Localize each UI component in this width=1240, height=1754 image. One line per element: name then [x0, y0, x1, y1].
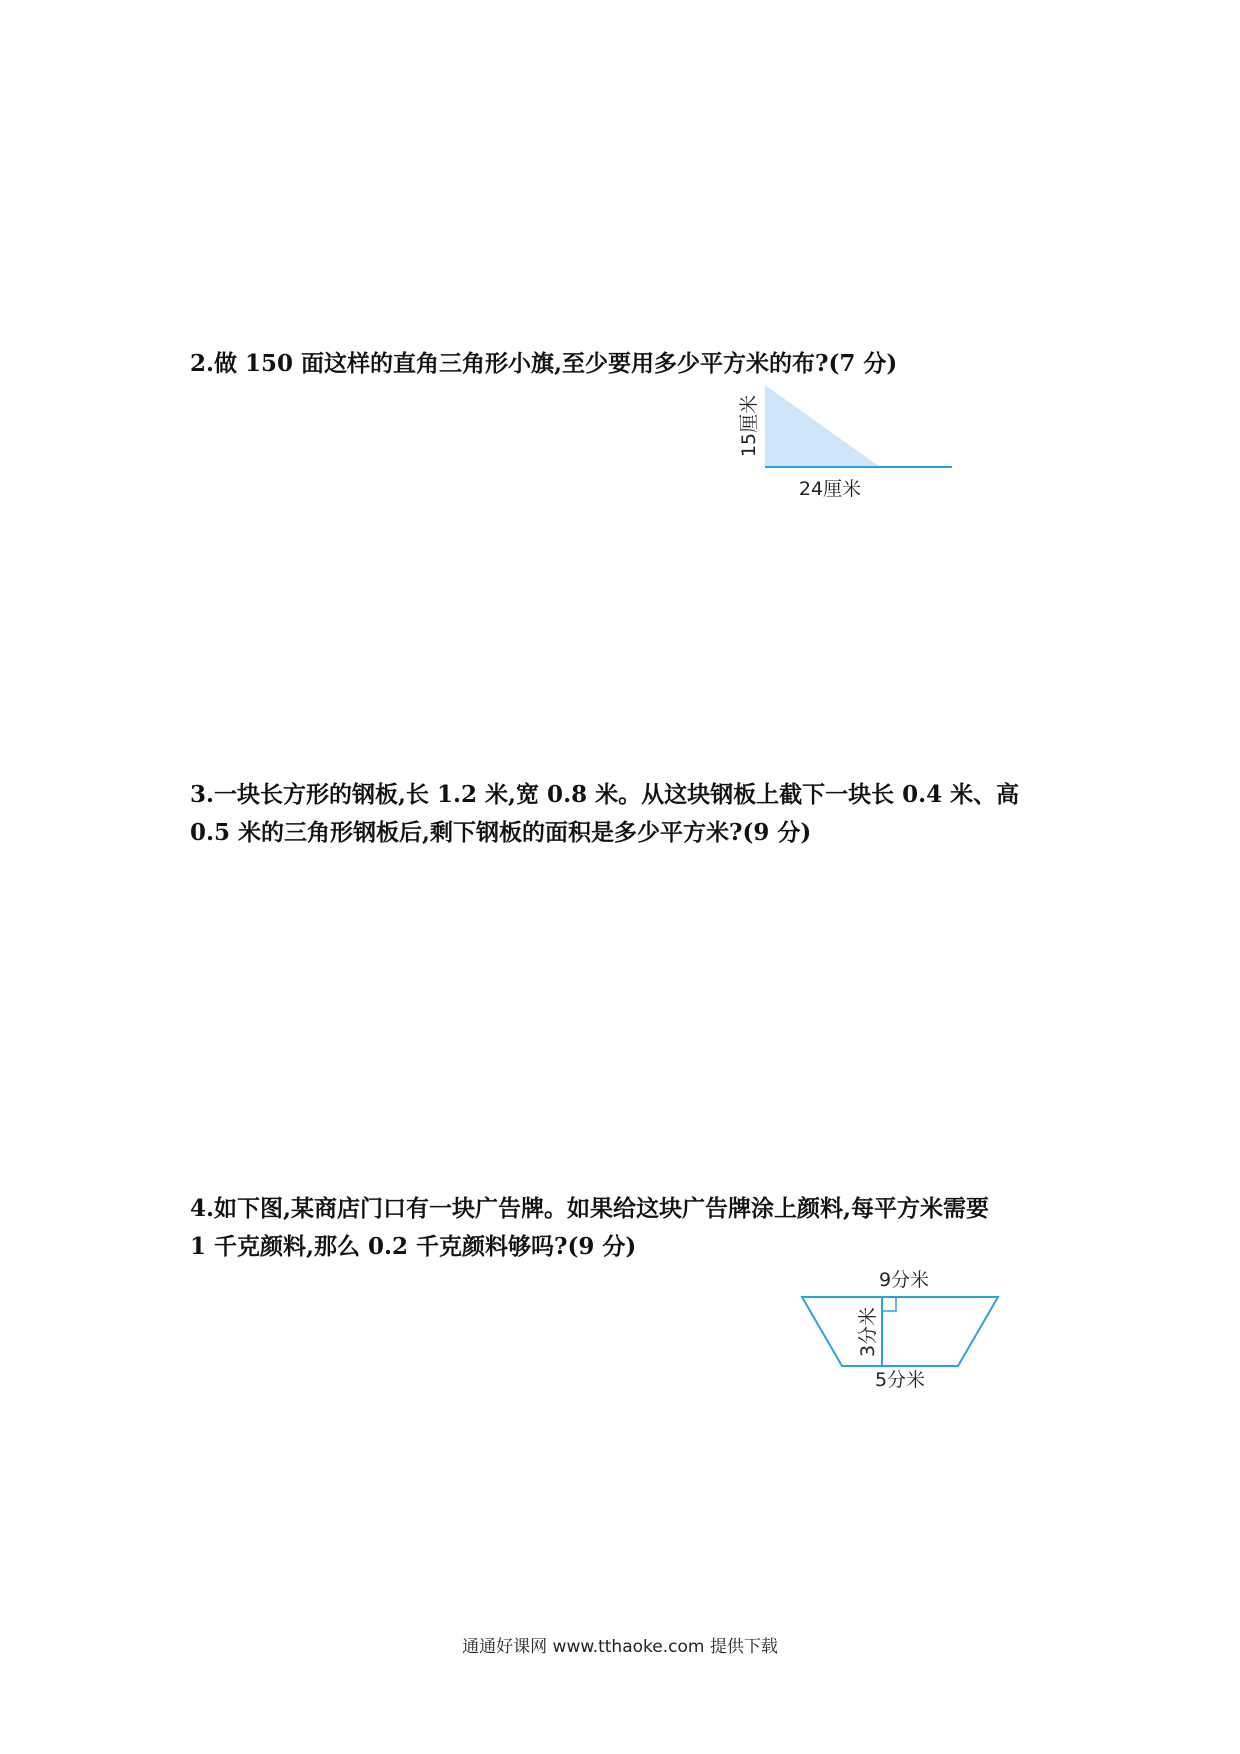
- question-2: 2.做 150 面这样的直角三角形小旗,至少要用多少平方米的布?(7 分): [190, 350, 898, 377]
- triangle-base-label: 24厘米: [798, 478, 862, 500]
- question-3-line-1: 3.一块长方形的钢板,长 1.2 米,宽 0.8 米。从这块钢板上截下一块长 0.4 米、高: [190, 781, 1020, 808]
- trapezoid-bottom-label: 5分米: [874, 1369, 926, 1391]
- triangle-shape: [765, 385, 880, 467]
- question-3: [190, 776, 1070, 852]
- trapezoid-height-label: 3分米: [857, 1306, 879, 1358]
- trapezoid-shape: [802, 1297, 998, 1366]
- right-angle-mark: [882, 1297, 896, 1311]
- trapezoid-figure: [790, 1260, 1010, 1400]
- question-4: [190, 1190, 1070, 1266]
- right-triangle-figure: [730, 380, 960, 500]
- question-4-line-2: 1 千克颜料,那么 0.2 千克颜料够吗?(9 分): [190, 1233, 637, 1260]
- question-3-line-2: 0.5 米的三角形钢板后,剩下钢板的面积是多少平方米?(9 分): [190, 819, 812, 846]
- triangle-height-label: 15厘米: [738, 394, 760, 458]
- footer-text: 通通好课网 www.tthaoke.com 提供下载: [462, 1637, 778, 1657]
- question-4-line-1: 4.如下图,某商店门口有一块广告牌。如果给这块广告牌涂上颜料,每平方米需要: [190, 1195, 990, 1222]
- trapezoid-top-label: 9分米: [878, 1269, 930, 1291]
